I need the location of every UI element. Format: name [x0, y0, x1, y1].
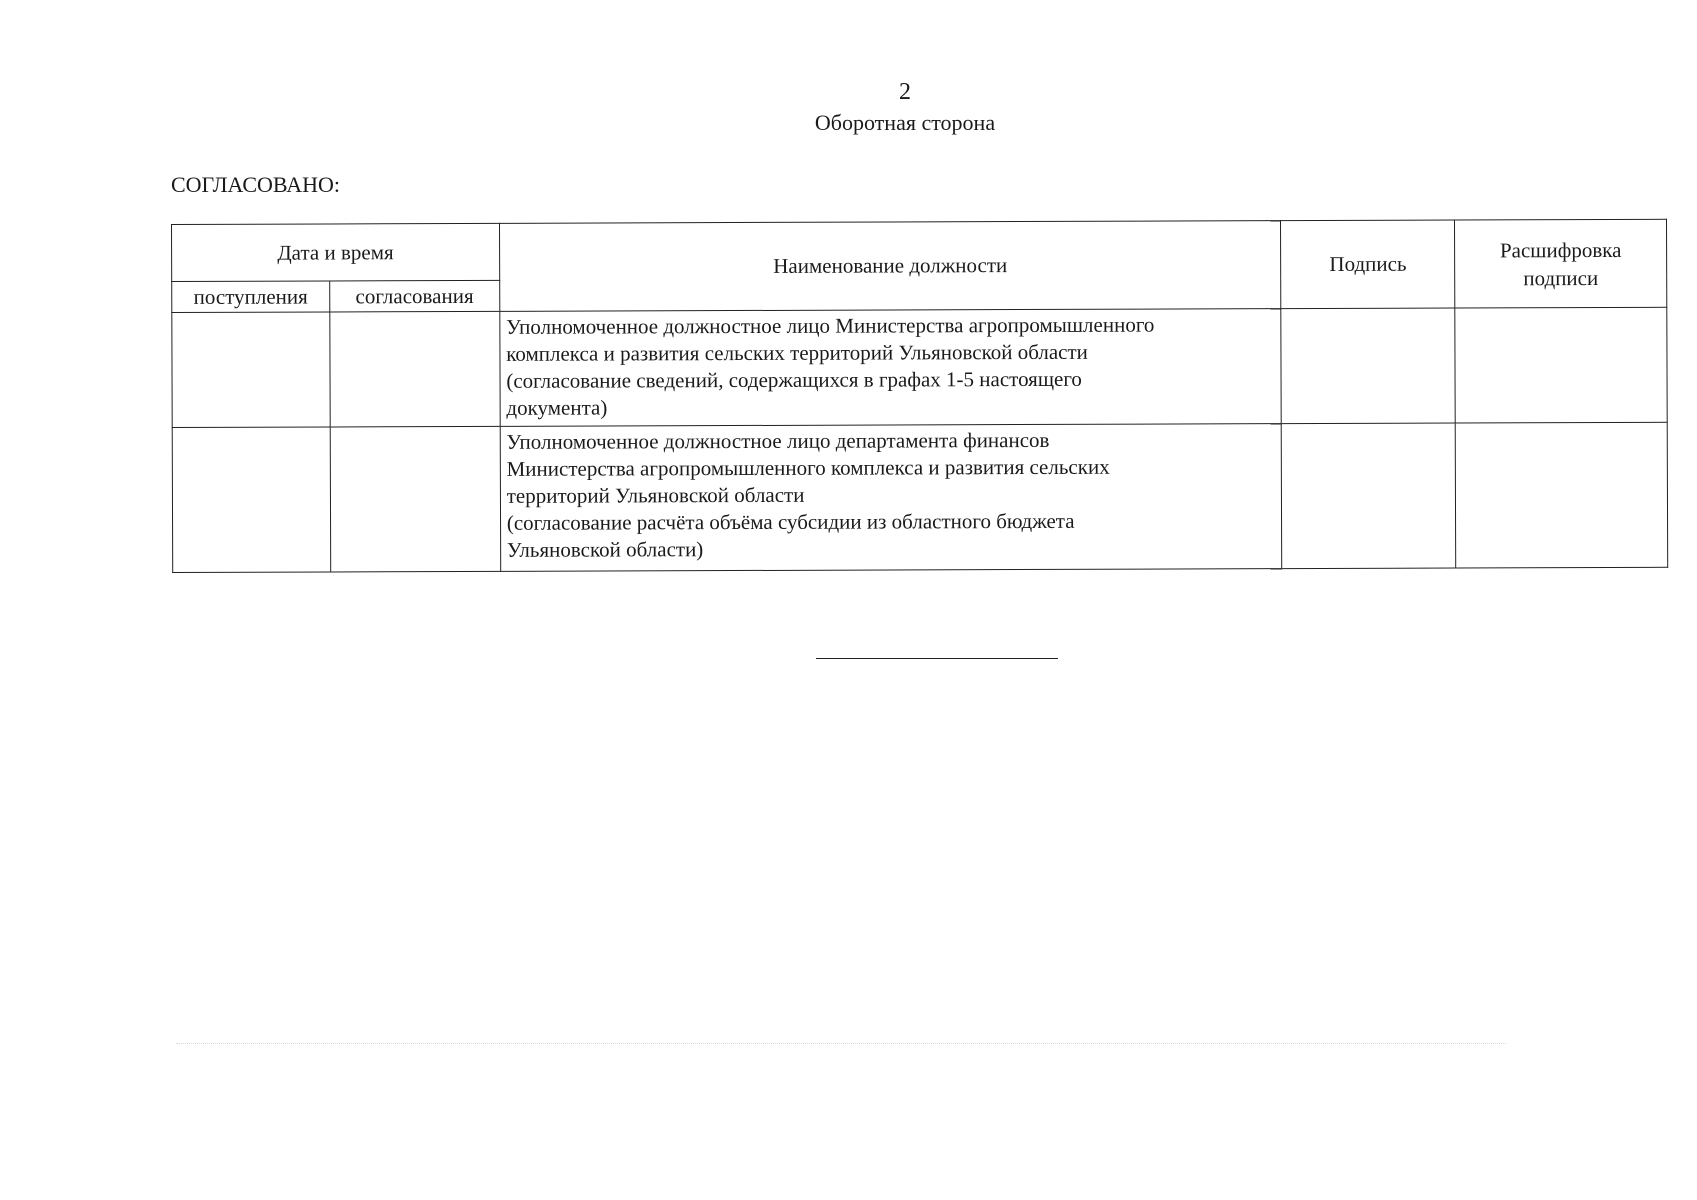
cell-signature-decoding [1455, 422, 1667, 568]
table-row [172, 422, 1667, 572]
position-line: документа) [506, 395, 608, 420]
cell-signature [1282, 423, 1456, 569]
header-approval: согласования [330, 280, 500, 312]
position-line: (согласование сведений, содержащихся в графах 1-5 настоящего [506, 366, 1082, 393]
cell-received [172, 312, 330, 428]
header-position: Наименование должности [499, 221, 1281, 312]
cell-signature-decoding [1455, 307, 1667, 423]
position-line: Уполномоченное должностное лицо департамента финансов [506, 427, 1050, 454]
page-subtitle: Оборотная сторона [814, 110, 996, 135]
closing-rule [816, 658, 1058, 659]
header-decoding-line-2: подписи [1523, 265, 1599, 290]
header-date-time: Дата и время [172, 223, 500, 281]
header-signature: Подпись [1281, 220, 1455, 309]
cell-signature [1281, 308, 1455, 424]
position-line: Министерства агропромышленного комплекса и развития сельских [506, 454, 1110, 481]
table-row [172, 307, 1667, 427]
cell-approval [330, 311, 500, 427]
cell-received [172, 427, 330, 573]
position-line: (согласование расчёта объёма субсидии из областного бюджета [506, 508, 1075, 535]
header-decoding-line-1: Расшифровка [1499, 237, 1622, 262]
scan-artifact-line [176, 1043, 1506, 1044]
approval-table [171, 219, 1668, 573]
header-received: поступления [172, 281, 330, 313]
cell-position [500, 424, 1282, 572]
position-line: территорий Ульяновской области [506, 482, 805, 508]
table-header-row [172, 219, 1667, 281]
approved-label: СОГЛАСОВАНО: [171, 172, 340, 197]
position-line: комплекса и развития сельских территорий Ульяновской области [506, 339, 1088, 366]
header-signature-decoding [1455, 219, 1667, 308]
position-line: Уполномоченное должностное лицо Министерства агропромышленного [506, 312, 1155, 339]
cell-approval [330, 426, 500, 572]
page-number: 2 [899, 79, 911, 105]
cell-position [500, 309, 1282, 427]
position-line: Ульяновской области) [506, 537, 704, 562]
